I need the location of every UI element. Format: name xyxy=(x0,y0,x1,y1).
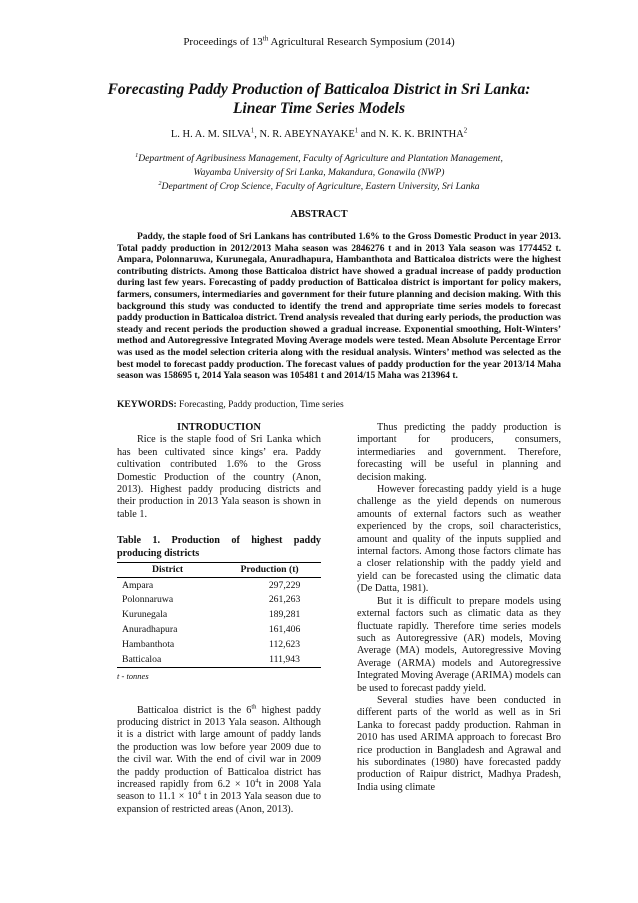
intro-p2-exponent-2: 4 xyxy=(197,790,201,798)
table-cell-district: Batticaloa xyxy=(117,652,218,667)
table-cell-district: Ampara xyxy=(122,579,154,591)
table-cell-production: 189,281 xyxy=(268,609,301,621)
table-cell-production: 161,406 xyxy=(268,624,301,635)
affiliation-1-mark: 1 xyxy=(135,151,139,159)
right-paragraph-4: Several studies have been conducted in different parts of the world as well as in Sri Lanka to forecast paddy production. Rahman in 2010 has used ARIMA approach to forecast Bro rice production in Bangladesh and Agrawal and his subordinates (1980) have forecasted paddy production of Raipur district, Madhya Pradesh, India using climate xyxy=(357,694,561,793)
author-1: L. H. A. M. SILVA xyxy=(170,129,251,140)
running-head xyxy=(0,36,638,48)
table-row xyxy=(117,638,321,653)
intro-p2-exponent-1: 4 xyxy=(255,777,259,785)
paper-title xyxy=(60,80,578,118)
affiliation-1 xyxy=(120,152,518,179)
intro-paragraph-1: Rice is the staple food of Sri Lanka which has been cultivated since kings’ era. Paddy cultivation contributed 1.6% to the Gross Domestic Production of the country (Anon, 2013). Highest paddy producing districts and their production in 2013 Yala season is shown in table 1. xyxy=(117,434,321,520)
keywords xyxy=(117,400,561,410)
table-header-district: District xyxy=(117,563,218,578)
intro-p2-text-d: t in 2013 Yala season due to expansion of restricted areas (Anon, 2013). xyxy=(117,791,321,815)
table-cell-production: 261,263 xyxy=(268,594,301,606)
author-1-affiliation-mark: 1 xyxy=(250,127,255,135)
right-column xyxy=(357,422,561,794)
right-paragraph-2: However forecasting paddy yield is a huge challenge as the yield depends on numerous amounts of external factors such as weather experienced by the crops, soil characteristics, amount and quality of the inputs supplied and internal factors. Among those factors climate has a closer relationship with the paddy yield and yield can be forecasted using the climatic data (De Datta, 1981). xyxy=(357,484,561,595)
author-3-affiliation-mark: 2 xyxy=(463,127,468,135)
table-1-caption: Table 1. Production of highest paddy producing districts xyxy=(117,535,321,559)
running-head-sup: th xyxy=(262,34,269,43)
table-row xyxy=(117,623,321,638)
table-cell-district: Kurunegala xyxy=(122,609,168,621)
author-2: , N. R. ABEYNAYAKE xyxy=(254,129,355,140)
left-column xyxy=(117,422,321,816)
table-row xyxy=(117,578,321,593)
affiliation-2-text: Department of Crop Science, Faculty of Agriculture, Eastern University, Sri Lanka xyxy=(161,181,480,192)
right-paragraph-3: But it is difficult to prepare models using external factors such as climatic data as they fluctuate rapidly. Therefore time series models such as Autoregressive (AR) models, Moving Average (MA) models, Autoregressive Moving Average (ARMA) models and Autoregressive Integrated Moving Average (ARIMA) models can be used to forecast paddy yield. xyxy=(357,595,561,694)
affiliation-1-line-2: Wayamba University of Sri Lanka, Makandura, Gonawila (NWP) xyxy=(193,166,445,178)
intro-paragraph-2 xyxy=(117,705,321,817)
table-header-row xyxy=(117,563,321,578)
keywords-text: Forecasting, Paddy production, Time series xyxy=(176,400,344,410)
keywords-label: KEYWORDS: xyxy=(117,400,177,410)
running-head-text: Proceedings of 13 xyxy=(183,36,263,48)
table-cell-district: Hambanthota xyxy=(122,638,175,650)
abstract-heading: ABSTRACT xyxy=(290,209,348,220)
right-paragraph-1: Thus predicting the paddy production is important for producers, consumers, intermediaries and government. Therefore, forecasting will be useful in planning and decision making. xyxy=(357,422,561,483)
affiliation-2-mark: 2 xyxy=(158,179,162,187)
title-line-1: Forecasting Paddy Production of Batticaloa District in Sri Lanka: xyxy=(107,81,531,98)
intro-p2-text-a: Batticaloa district is the 6 xyxy=(137,704,252,716)
table-cell-district: Polonnaruwa xyxy=(122,594,174,606)
affiliation-1-line-1: Department of Agribusiness Management, Faculty of Agriculture and Plantation Management, xyxy=(138,153,503,164)
table-row xyxy=(117,593,321,608)
table-cell-production: 112,623 xyxy=(268,638,301,650)
intro-p2-text-b: highest paddy producing district in 2013 Yala season. Although it is a district with large amount of paddy lands the production was low before year 2009 due to the civil war. With the end of civil war in 2009 the paddy production of Batticaloa district has increased rapidly from 6.2 × 10 xyxy=(117,704,321,790)
author-3: and N. K. K. BRINTHA xyxy=(358,129,464,140)
table-header-production: Production (t) xyxy=(218,563,321,578)
intro-p2-text-c: t in 2008 Yala season to 11.1 × 10 xyxy=(117,779,321,803)
table-row xyxy=(117,608,321,623)
abstract-text: Paddy, the staple food of Sri Lankans has contributed 1.6% to the Gross Domestic Product in year 2013. Total paddy production in 2012/2013 Maha season was 2846276 t and in 2013 Yala season was 1774452 t. Ampara, Polonnaruwa, Kurunegala, Anuradhapura, Hambanthota and Batticaloa districts were the highest contributing districts. Among those Batticaloa district have showed a gradual increase of paddy production during last few years. Forecasting of paddy production of Batticaloa district is important for policy makers, farmers, consumers, intermediaries and government for their future planning and decision making. With this background this study was conducted to identify the trend and appropriate time series models to forecast paddy production in Batticaloa district. Trend analysis revealed that during early periods, the production was steady and recent periods the production showed a gradual increase. Exponential smoothing, Holt-Winters’ method and Autoregressive Integrated Moving Average models were tested. Mean Absolute Percentage Error was used as the model selection criteria along with the residual analysis. Winters’ method was selected as the best model to forecast paddy production. The forecast values of paddy production for the year 2013/14 Maha season was 158695 t, 2014 Yala season was 105481 t and 2014/15 Maha was 213964 t. xyxy=(117,232,561,382)
introduction-heading: INTRODUCTION xyxy=(176,422,261,433)
running-head-text-end: Agricultural Research Symposium (2014) xyxy=(268,36,455,48)
affiliation-2 xyxy=(100,181,538,192)
table-cell-production: 111,943 xyxy=(218,652,321,667)
author-list xyxy=(0,129,638,140)
production-table xyxy=(117,562,321,668)
table-row xyxy=(117,652,321,667)
title-line-2: Linear Time Series Models xyxy=(232,100,406,117)
table-note: t - tonnes xyxy=(117,671,149,682)
table-cell-district: Anuradhapura xyxy=(122,624,178,635)
table-cell-production: 297,229 xyxy=(268,579,301,591)
author-2-affiliation-mark: 1 xyxy=(354,127,359,135)
intro-p2-ordinal: th xyxy=(251,703,257,711)
